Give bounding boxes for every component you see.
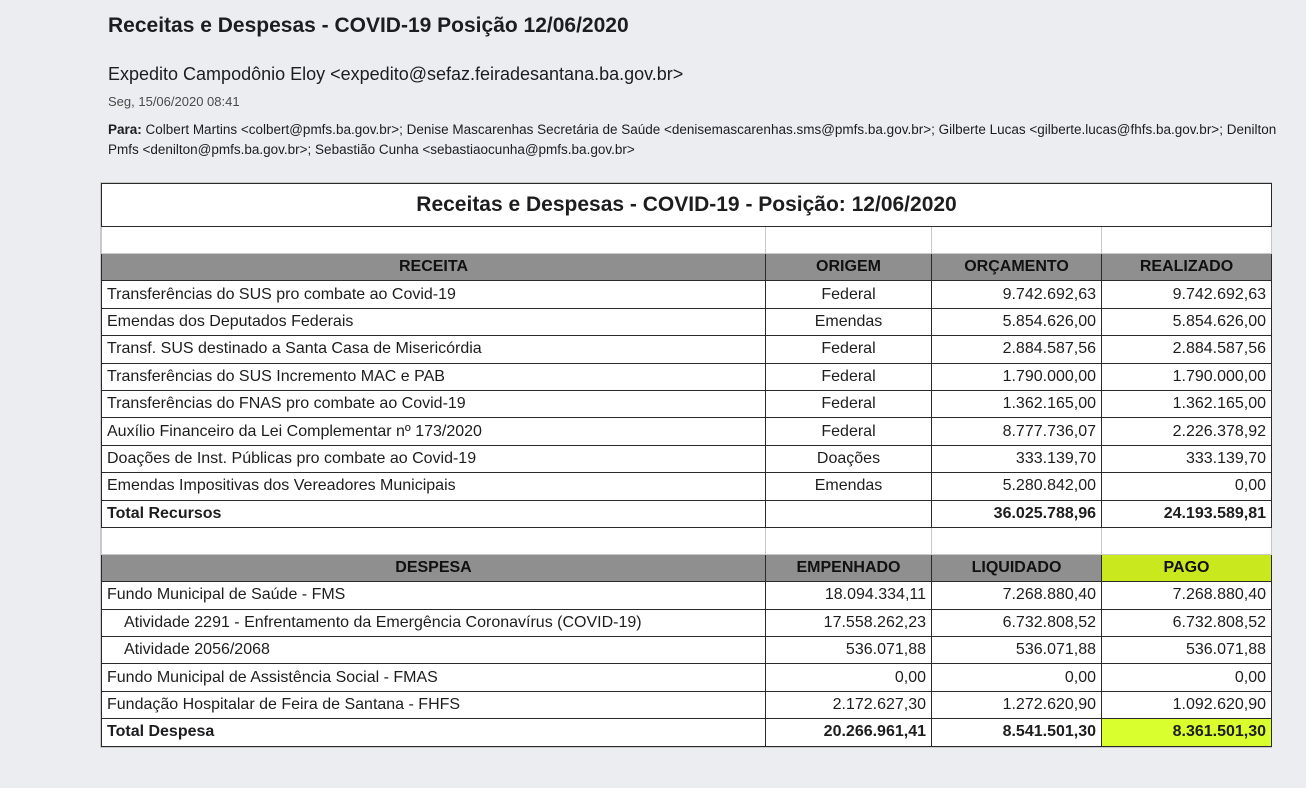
table-row — [102, 691, 1272, 718]
cell-value: Federal — [766, 336, 932, 363]
col-header: DESPESA — [102, 554, 766, 581]
cell-value: 333.139,70 — [1102, 445, 1272, 472]
total-value: 24.193.589,81 — [1102, 500, 1272, 527]
email-header — [108, 10, 1288, 160]
to-label: Para: — [108, 122, 142, 137]
cell-value: 2.884.587,56 — [1102, 336, 1272, 363]
total-value: 8.361.501,30 — [1102, 719, 1272, 746]
total-value: 8.541.501,30 — [932, 719, 1102, 746]
cell-value: 17.558.262,23 — [766, 609, 932, 636]
cell-value: 2.172.627,30 — [766, 691, 932, 718]
cell-value: Federal — [766, 363, 932, 390]
cell-value: Emendas — [766, 473, 932, 500]
cell-value: 1.272.620,90 — [932, 691, 1102, 718]
cell-value: 2.226.378,92 — [1102, 418, 1272, 445]
cell-value: 1.790.000,00 — [932, 363, 1102, 390]
table-title: Receitas e Despesas - COVID-19 - Posição: 12/06/2020 — [102, 184, 1272, 227]
cell-value: 9.742.692,63 — [932, 281, 1102, 308]
cell-value: 0,00 — [932, 664, 1102, 691]
cell-value: Doações — [766, 445, 932, 472]
table-row — [102, 336, 1272, 363]
row-label: Auxílio Financeiro da Lei Complementar nº 173/2020 — [102, 418, 766, 445]
email-subject: Receitas e Despesas - COVID-19 Posição 12/06/2020 — [108, 14, 629, 37]
cell-value: 2.884.587,56 — [932, 336, 1102, 363]
cell-value: 0,00 — [766, 664, 932, 691]
cell-value: 5.280.842,00 — [932, 473, 1102, 500]
row-label: Transferências do FNAS pro combate ao Covid-19 — [102, 390, 766, 417]
row-label: Emendas dos Deputados Federais — [102, 308, 766, 335]
cell-value: 1.092.620,90 — [1102, 691, 1272, 718]
col-header: ORÇAMENTO — [932, 254, 1102, 281]
cell-value: 333.139,70 — [932, 445, 1102, 472]
spacer-row — [102, 227, 1272, 254]
email-sender[interactable]: Expedito Campodônio Eloy <expedito@sefaz.feiradesantana.ba.gov.br> — [108, 64, 684, 84]
total-value — [766, 500, 932, 527]
row-label: Transf. SUS destinado a Santa Casa de Misericórdia — [102, 336, 766, 363]
col-header: EMPENHADO — [766, 554, 932, 581]
total-value: 36.025.788,96 — [932, 500, 1102, 527]
finance-table — [101, 183, 1272, 747]
cell-value: 1.362.165,00 — [1102, 390, 1272, 417]
cell-value: 9.742.692,63 — [1102, 281, 1272, 308]
table-row — [102, 609, 1272, 636]
table-row — [102, 473, 1272, 500]
cell-value: 18.094.334,11 — [766, 582, 932, 609]
spacer-row — [102, 527, 1272, 554]
row-label: Atividade 2291 - Enfrentamento da Emergência Coronavírus (COVID-19) — [102, 609, 766, 636]
row-label: Fundo Municipal de Assistência Social - FMAS — [102, 664, 766, 691]
row-label: Transferências do SUS pro combate ao Covid-19 — [102, 281, 766, 308]
row-label: Doações de Inst. Públicas pro combate ao Covid-19 — [102, 445, 766, 472]
row-label: Atividade 2056/2068 — [102, 637, 766, 664]
cell-value: Federal — [766, 390, 932, 417]
receita-header-row — [102, 254, 1272, 281]
receita-body — [102, 281, 1272, 528]
cell-value: 5.854.626,00 — [932, 308, 1102, 335]
total-label: Total Despesa — [102, 719, 766, 746]
cell-value: 8.777.736,07 — [932, 418, 1102, 445]
col-header-highlighted: PAGO — [1102, 554, 1272, 581]
total-label: Total Recursos — [102, 500, 766, 527]
cell-value: Emendas — [766, 308, 932, 335]
cell-value: 536.071,88 — [1102, 637, 1272, 664]
col-header: LIQUIDADO — [932, 554, 1102, 581]
cell-value: Federal — [766, 281, 932, 308]
table-row — [102, 664, 1272, 691]
table-row — [102, 418, 1272, 445]
cell-value: 536.071,88 — [766, 637, 932, 664]
row-label: Fundo Municipal de Saúde - FMS — [102, 582, 766, 609]
cell-value: 6.732.808,52 — [1102, 609, 1272, 636]
table-row — [102, 363, 1272, 390]
row-label: Emendas Impositivas dos Vereadores Municipais — [102, 473, 766, 500]
table-row — [102, 637, 1272, 664]
despesa-body — [102, 582, 1272, 746]
col-header: RECEITA — [102, 254, 766, 281]
cell-value: 6.732.808,52 — [932, 609, 1102, 636]
table-row — [102, 308, 1272, 335]
table-row — [102, 582, 1272, 609]
col-header: ORIGEM — [766, 254, 932, 281]
cell-value: 7.268.880,40 — [1102, 582, 1272, 609]
email-recipients — [108, 120, 1288, 160]
despesa-header-row — [102, 554, 1272, 581]
total-row — [102, 500, 1272, 527]
total-value: 20.266.961,41 — [766, 719, 932, 746]
cell-value: 5.854.626,00 — [1102, 308, 1272, 335]
total-row — [102, 719, 1272, 746]
cell-value: 0,00 — [1102, 473, 1272, 500]
cell-value: 1.790.000,00 — [1102, 363, 1272, 390]
table-title-row — [102, 184, 1272, 227]
row-label: Fundação Hospitalar de Feira de Santana - FHFS — [102, 691, 766, 718]
table-row — [102, 281, 1272, 308]
row-label: Transferências do SUS Incremento MAC e PAB — [102, 363, 766, 390]
cell-value: 1.362.165,00 — [932, 390, 1102, 417]
table-row — [102, 445, 1272, 472]
table-row — [102, 390, 1272, 417]
to-list[interactable]: Colbert Martins <colbert@pmfs.ba.gov.br>; Denise Mascarenhas Secretária de Saúde <denisemascarenhas.sms@pmfs.ba.gov.br>; Gilberte Lucas <gilberte.lucas@fhfs.ba.gov.br>; Denilton Pmfs <denilton@pmfs.ba.gov.br>; Sebastião Cunha <sebastiaocunha@pmfs.ba.gov.br> — [108, 122, 1277, 157]
cell-value: 536.071,88 — [932, 637, 1102, 664]
col-header: REALIZADO — [1102, 254, 1272, 281]
cell-value: Federal — [766, 418, 932, 445]
cell-value: 0,00 — [1102, 664, 1272, 691]
spreadsheet-image — [100, 182, 1272, 748]
cell-value: 7.268.880,40 — [932, 582, 1102, 609]
email-date: Seg, 15/06/2020 08:41 — [108, 94, 240, 109]
